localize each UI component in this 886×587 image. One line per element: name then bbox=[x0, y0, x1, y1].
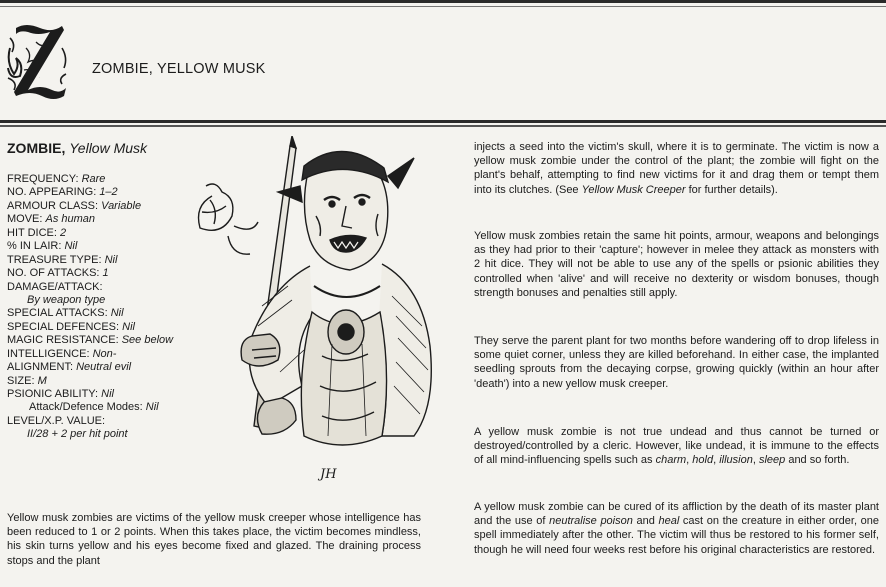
stat-value: Variable bbox=[101, 199, 142, 212]
paragraph-1-text: injects a seed into the victim's skull, where it is to germinate. The victim is now a yellow musk zombie under the control of the plant; the zombie will fight on the plant's behalf, attempting to find new victims for it and drag them or tempt them into its clutches. (See bbox=[474, 141, 879, 196]
stat-label: MOVE: bbox=[7, 213, 46, 226]
paragraph-3: They serve the parent plant for two months before wandering off to drop lifeless in some quiet corner, unless they are killed beforehand. In either case, the implanted seedling sprouts from the decaying corpse, growing quickly (within an hour after 'death') into a new yellow musk creeper. bbox=[474, 335, 879, 390]
stat-label: SPECIAL ATTACKS: bbox=[7, 307, 111, 320]
stat-value: As human bbox=[45, 213, 96, 226]
stat-row bbox=[7, 227, 173, 240]
stat-value: 2 bbox=[59, 226, 67, 239]
stat-label: ALIGNMENT: bbox=[7, 361, 77, 374]
stat-value: Rare bbox=[81, 173, 106, 185]
stat-value: By weapon type bbox=[27, 293, 106, 306]
decorative-initial-z-icon bbox=[6, 18, 72, 102]
entry-name: ZOMBIE, bbox=[7, 140, 66, 156]
stat-label: NO. OF ATTACKS: bbox=[7, 267, 103, 280]
stat-label: LEVEL/X.P. VALUE: bbox=[7, 414, 106, 427]
spell-charm: charm bbox=[655, 454, 687, 467]
sep-2: , bbox=[713, 454, 720, 467]
artist-signature: JH bbox=[320, 467, 337, 482]
stat-label: Attack/Defence Modes: bbox=[29, 401, 146, 414]
stat-row bbox=[7, 415, 173, 428]
section-rule-thin bbox=[0, 125, 886, 127]
stat-value: Nil bbox=[104, 253, 118, 266]
stat-row bbox=[7, 294, 173, 307]
spell-heal: heal bbox=[658, 515, 680, 528]
spell-illusion: illusion bbox=[719, 454, 753, 467]
stat-row bbox=[7, 321, 173, 334]
paragraph-4-text: A yellow musk zombie is not true undead and thus cannot be turned or destroyed/controlled by a cleric. However, like undead, it is immune to the effects of all mind-influencing spells such as bbox=[474, 426, 879, 467]
paragraph-4-after: and so forth. bbox=[785, 454, 850, 467]
stat-label: MAGIC RESISTANCE: bbox=[7, 334, 122, 347]
stat-row bbox=[7, 401, 173, 414]
stat-value: Nil bbox=[145, 401, 159, 414]
stat-label: SIZE: bbox=[7, 374, 38, 387]
paragraph-5 bbox=[474, 500, 879, 557]
stat-value: Nil bbox=[101, 388, 114, 400]
stat-row bbox=[7, 348, 173, 361]
stat-label: HIT DICE: bbox=[7, 226, 60, 239]
stat-label: NO. APPEARING: bbox=[7, 186, 100, 199]
stat-value: Nil bbox=[122, 320, 135, 333]
stat-value: Non- bbox=[92, 347, 117, 360]
stat-row bbox=[7, 173, 173, 186]
stat-value: See below bbox=[121, 334, 174, 347]
header-title: ZOMBIE, YELLOW MUSK bbox=[92, 61, 266, 77]
stat-label: PSIONIC ABILITY: bbox=[7, 388, 102, 400]
stat-value: Neutral evil bbox=[76, 361, 132, 374]
entry-subname: Yellow Musk bbox=[69, 140, 148, 156]
sep-and: and bbox=[632, 515, 659, 528]
spell-neutralise-poison: neutralise poison bbox=[549, 515, 633, 528]
stat-row bbox=[7, 388, 173, 401]
stat-value: II/28 + 2 per hit point bbox=[27, 428, 128, 441]
stat-value: M bbox=[37, 374, 47, 387]
stat-value: Nil bbox=[64, 240, 78, 253]
left-paragraph: Yellow musk zombies are victims of the yellow musk creeper whose intelligence has been reduced to 1 or 2 points. When this takes place, the victim becomes mindless, his skin turns yellow and his eyes become fixed and glazed. The draining process stops and the plant bbox=[7, 512, 421, 567]
stat-row bbox=[7, 213, 173, 226]
stat-value: 1 bbox=[102, 267, 109, 280]
top-thin-rule bbox=[0, 6, 886, 7]
stat-row bbox=[7, 267, 173, 280]
stat-value: 1–2 bbox=[99, 186, 118, 199]
paragraph-1-italic: Yellow Musk Creeper bbox=[581, 183, 686, 196]
stat-row bbox=[7, 334, 173, 347]
entry-title bbox=[7, 140, 147, 156]
stat-row bbox=[7, 186, 173, 199]
section-rule bbox=[0, 120, 886, 123]
stat-label: FREQUENCY: bbox=[7, 173, 82, 185]
paragraph-4 bbox=[474, 425, 879, 468]
stat-row bbox=[7, 200, 173, 213]
stat-row bbox=[7, 428, 173, 441]
stat-label: % IN LAIR: bbox=[7, 240, 65, 253]
yellow-musk-zombie-illustration-icon bbox=[192, 136, 442, 496]
stat-label: SPECIAL DEFENCES: bbox=[7, 320, 123, 333]
paragraph-5-after: cast on the creature in either order, one spell immediately after the other. The victim will thus be restored to his former self, though he will need four weeks rest before his original characteristics are restored. bbox=[474, 515, 880, 556]
stat-row bbox=[7, 281, 173, 294]
initial-letter: Z bbox=[39, 78, 40, 79]
stat-row bbox=[7, 307, 173, 320]
spell-sleep: sleep bbox=[758, 454, 786, 467]
paragraph-2: Yellow musk zombies retain the same hit points, armour, weapons and belongings as they had prior to their 'capture'; however in melee they attack as monsters with 2 hit dice. They will not be able to use any of the spells or psionic abilities they controlled when 'alive' and will receive no dexterity or wisdom bonuses, though strength bonuses and penalties still apply. bbox=[474, 230, 879, 299]
top-rule bbox=[0, 0, 886, 3]
stat-label: ARMOUR CLASS: bbox=[7, 199, 102, 212]
stat-label: INTELLIGENCE: bbox=[7, 347, 93, 360]
paragraph-5-text: A yellow musk zombie can be cured of its affliction by the death of its master plant and the use of bbox=[474, 501, 879, 528]
stat-row bbox=[7, 254, 173, 267]
paragraph-1-after: for further details). bbox=[685, 183, 778, 196]
paragraph-1 bbox=[474, 140, 879, 197]
stat-row bbox=[7, 240, 173, 253]
stat-label: DAMAGE/ATTACK: bbox=[7, 280, 103, 293]
stat-row bbox=[7, 361, 173, 374]
stat-label: TREASURE TYPE: bbox=[7, 253, 105, 266]
stat-row bbox=[7, 375, 173, 388]
stat-value: Nil bbox=[110, 307, 124, 320]
sep-3: , bbox=[752, 454, 759, 467]
sep-1: , bbox=[686, 454, 693, 467]
stat-block bbox=[7, 173, 173, 442]
spell-hold: hold bbox=[692, 454, 714, 467]
